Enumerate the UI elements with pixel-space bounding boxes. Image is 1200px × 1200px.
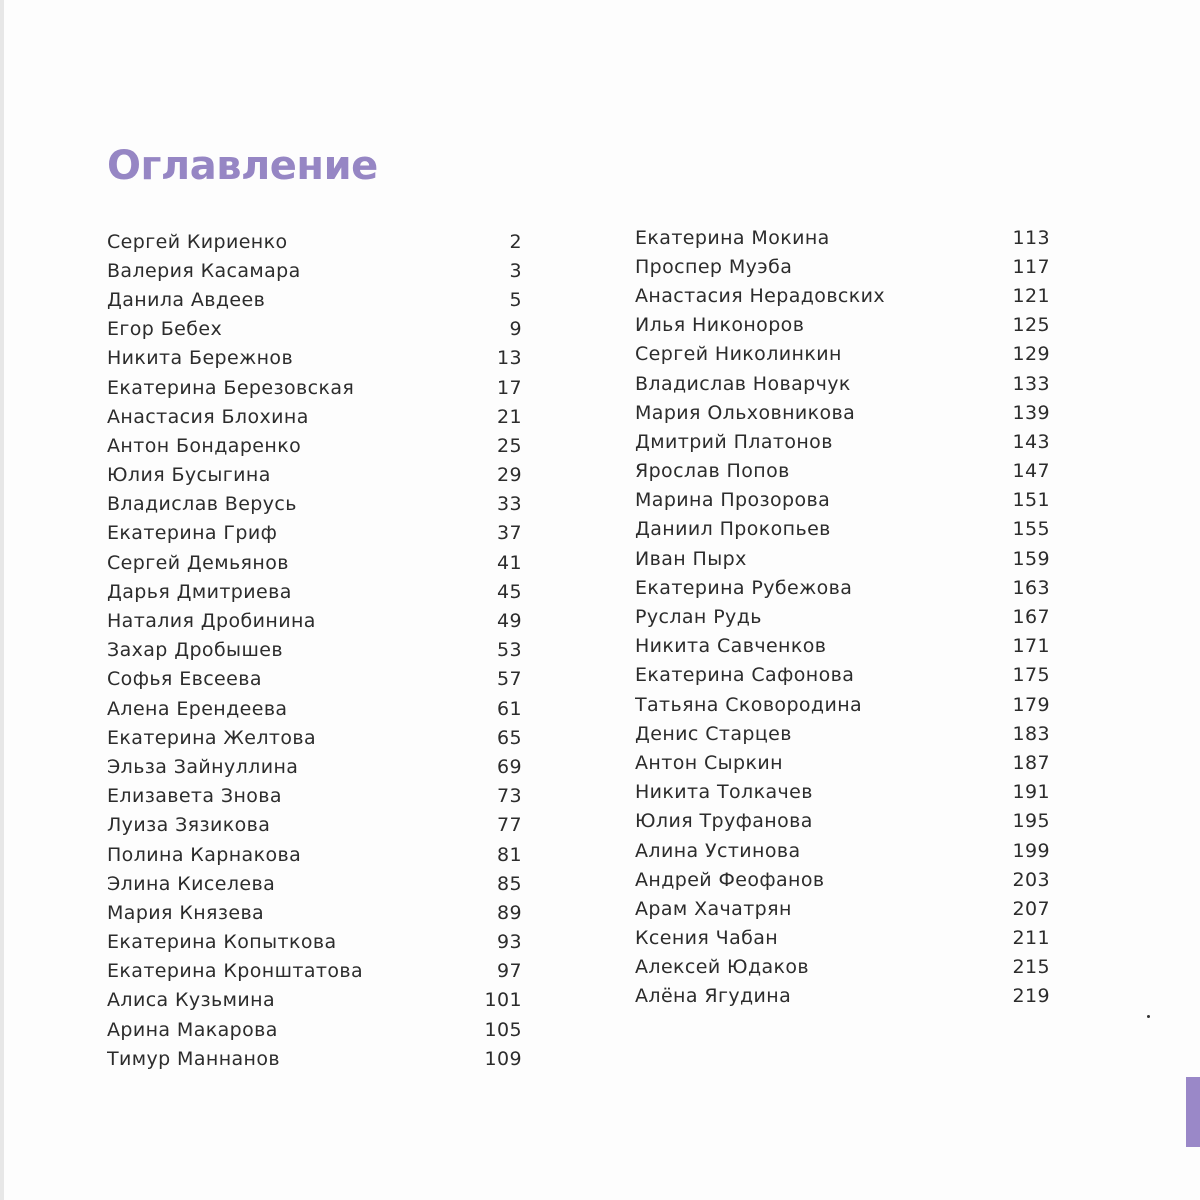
toc-entry-page-number: 211: [1012, 927, 1050, 950]
toc-entry: [107, 694, 522, 723]
toc-entry: [107, 1044, 522, 1073]
toc-entry: [635, 515, 1050, 544]
toc-entry: [635, 340, 1050, 369]
toc-entry-name: Илья Никоноров: [635, 314, 805, 337]
toc-entry-name: Татьяна Сковородина: [635, 693, 863, 716]
page-edge-tab: [1186, 1077, 1200, 1147]
toc-entry-page-number: 219: [1012, 985, 1050, 1008]
toc-entry-page-number: 171: [1012, 635, 1050, 658]
toc-entry-page-number: 147: [1012, 460, 1050, 483]
toc-entry-page-number: 187: [1012, 751, 1050, 774]
toc-entry: [107, 490, 522, 519]
toc-entry: [635, 953, 1050, 982]
toc-entry-name: Полина Карнакова: [107, 843, 302, 866]
toc-entry-name: Эльза Зайнуллина: [107, 755, 299, 778]
toc-entry: [107, 636, 522, 665]
toc-entry-page-number: 199: [1012, 839, 1050, 862]
toc-entry: [635, 778, 1050, 807]
toc-entry-page-number: 61: [497, 697, 522, 720]
toc-entry-page-number: 143: [1012, 430, 1050, 453]
toc-entry-page-number: 85: [497, 872, 522, 895]
toc-entry: [635, 894, 1050, 923]
toc-entry: [635, 836, 1050, 865]
toc-entry-name: Алексей Юдаков: [635, 956, 810, 979]
toc-entry-name: Екатерина Копыткова: [107, 931, 337, 954]
toc-entry-page-number: 159: [1012, 547, 1050, 570]
toc-entry-name: Проспер Муэба: [635, 255, 793, 278]
toc-entry: [107, 461, 522, 490]
toc-entry-name: Алина Устинова: [635, 839, 801, 862]
toc-entry: [635, 924, 1050, 953]
toc-entry-page-number: 65: [497, 726, 522, 749]
toc-entry: [107, 431, 522, 460]
toc-entry-name: Арам Хачатрян: [635, 897, 792, 920]
toc-entry-name: Даниил Прокопьев: [635, 518, 831, 541]
toc-entry-name: Наталия Дробинина: [107, 610, 316, 633]
toc-entry-page-number: 33: [497, 493, 522, 516]
toc-entry: [107, 373, 522, 402]
toc-entry-name: Денис Старцев: [635, 722, 792, 745]
toc-entry: [107, 723, 522, 752]
toc-entry: [635, 486, 1050, 515]
toc-entry-name: Мария Ольховникова: [635, 401, 856, 424]
toc-entry-page-number: 77: [497, 814, 522, 837]
toc-entry-page-number: 13: [497, 347, 522, 370]
toc-entry-name: Ксения Чабан: [635, 927, 779, 950]
toc-entry-page-number: 175: [1012, 664, 1050, 687]
toc-entry-name: Елизавета Знова: [107, 785, 282, 808]
toc-entry-page-number: 179: [1012, 693, 1050, 716]
toc-entry-page-number: 45: [497, 580, 522, 603]
toc-entry: [107, 782, 522, 811]
toc-entry: [107, 752, 522, 781]
toc-entry: [635, 632, 1050, 661]
toc-entry: [107, 898, 522, 927]
toc-entry-page-number: 37: [497, 522, 522, 545]
toc-entry-name: Егор Бебех: [107, 318, 223, 341]
toc-entry: [107, 344, 522, 373]
toc-entry-name: Алена Ерендеева: [107, 697, 288, 720]
toc-entry: [107, 957, 522, 986]
toc-entry-name: Луиза Зязикова: [107, 814, 271, 837]
toc-entry-name: Ярослав Попов: [635, 460, 790, 483]
toc-entry: [107, 519, 522, 548]
toc-entry-name: Юлия Бусыгина: [107, 464, 271, 487]
toc-entry: [635, 398, 1050, 427]
toc-entry: [107, 606, 522, 635]
toc-entry-name: Екатерина Рубежова: [635, 576, 853, 599]
toc-entry-page-number: 2: [509, 230, 522, 253]
toc-entry-name: Антон Сыркин: [635, 751, 783, 774]
toc-entry: [107, 1015, 522, 1044]
toc-entry-page-number: 81: [497, 843, 522, 866]
toc-entry: [107, 811, 522, 840]
toc-entry: [635, 573, 1050, 602]
toc-entry-name: Тимур Маннанов: [107, 1047, 281, 1070]
toc-entry-name: Владислав Новарчук: [635, 372, 851, 395]
toc-entry-page-number: 25: [497, 434, 522, 457]
toc-entry: [635, 369, 1050, 398]
toc-entry-page-number: 21: [497, 405, 522, 428]
toc-entry-page-number: 17: [497, 376, 522, 399]
toc-entry: [635, 719, 1050, 748]
toc-entry: [635, 661, 1050, 690]
toc-entry-name: Сергей Демьянов: [107, 551, 289, 574]
toc-entry: [635, 602, 1050, 631]
toc-entry-page-number: 73: [497, 785, 522, 808]
toc-entry-page-number: 117: [1012, 255, 1050, 278]
toc-entry-name: Никита Толкачев: [635, 781, 813, 804]
toc-entry-page-number: 191: [1012, 781, 1050, 804]
toc-entry-name: Алиса Кузьмина: [107, 989, 275, 1012]
toc-entry-page-number: 9: [509, 318, 522, 341]
toc-entry-page-number: 49: [497, 610, 522, 633]
toc-entry: [107, 256, 522, 285]
toc-entry-page-number: 163: [1012, 576, 1050, 599]
toc-column-right: [635, 223, 1050, 1011]
toc-entry: [107, 928, 522, 957]
toc-entry-page-number: 183: [1012, 722, 1050, 745]
toc-entry-page-number: 129: [1012, 343, 1050, 366]
toc-entry: [635, 544, 1050, 573]
toc-entry-page-number: 105: [484, 1018, 522, 1041]
toc-entry-page-number: 69: [497, 755, 522, 778]
toc-entry-name: Руслан Рудь: [635, 606, 762, 629]
toc-entry: [107, 548, 522, 577]
toc-entry-page-number: 113: [1012, 226, 1050, 249]
toc-entry-name: Алёна Ягудина: [635, 985, 792, 1008]
toc-entry-name: Екатерина Желтова: [107, 726, 317, 749]
toc-entry-page-number: 5: [509, 288, 522, 311]
toc-entry-page-number: 195: [1012, 810, 1050, 833]
toc-entry-name: Екатерина Кронштатова: [107, 960, 364, 983]
toc-entry: [107, 577, 522, 606]
print-speck: [1147, 1015, 1150, 1018]
toc-entry-page-number: 89: [497, 901, 522, 924]
toc-entry: [635, 311, 1050, 340]
toc-entry-page-number: 53: [497, 639, 522, 662]
page-title: Оглавление: [107, 143, 378, 189]
toc-entry-page-number: 139: [1012, 401, 1050, 424]
toc-entry: [635, 748, 1050, 777]
toc-entry-name: Антон Бондаренко: [107, 434, 302, 457]
toc-entry-name: Иван Пырх: [635, 547, 747, 570]
toc-entry-page-number: 203: [1012, 868, 1050, 891]
toc-entry-name: Екатерина Березовская: [107, 376, 355, 399]
toc-entry-name: Никита Савченков: [635, 635, 827, 658]
toc-entry-page-number: 41: [497, 551, 522, 574]
toc-entry: [107, 227, 522, 256]
toc-entry-name: Никита Бережнов: [107, 347, 294, 370]
toc-entry-page-number: 151: [1012, 489, 1050, 512]
toc-entry-name: Владислав Верусь: [107, 493, 297, 516]
toc-entry-page-number: 3: [509, 259, 522, 282]
toc-entry: [635, 281, 1050, 310]
toc-entry-page-number: 101: [484, 989, 522, 1012]
toc-entry: [635, 457, 1050, 486]
toc-entry-page-number: 109: [484, 1047, 522, 1070]
toc-entry-name: Дарья Дмитриева: [107, 580, 292, 603]
toc-entry-name: Мария Князева: [107, 901, 265, 924]
toc-entry-name: Марина Прозорова: [635, 489, 831, 512]
toc-column-left: [107, 227, 522, 1073]
toc-entry: [635, 982, 1050, 1011]
toc-entry-name: Данила Авдеев: [107, 288, 266, 311]
toc-entry-page-number: 125: [1012, 314, 1050, 337]
toc-entry-name: Сергей Кириенко: [107, 230, 288, 253]
toc-entry: [107, 869, 522, 898]
toc-entry-page-number: 133: [1012, 372, 1050, 395]
toc-entry-page-number: 29: [497, 464, 522, 487]
toc-entry: [635, 427, 1050, 456]
toc-entry-page-number: 121: [1012, 284, 1050, 307]
toc-entry-page-number: 57: [497, 668, 522, 691]
toc-entry-name: Валерия Касамара: [107, 259, 301, 282]
toc-entry-name: Анастасия Блохина: [107, 405, 309, 428]
toc-entry-name: Софья Евсеева: [107, 668, 262, 691]
toc-entry: [635, 690, 1050, 719]
toc-entry-name: Дмитрий Платонов: [635, 430, 833, 453]
toc-entry: [107, 986, 522, 1015]
toc-entry: [635, 807, 1050, 836]
toc-entry-page-number: 155: [1012, 518, 1050, 541]
toc-entry: [107, 665, 522, 694]
toc-entry-name: Арина Макарова: [107, 1018, 278, 1041]
toc-entry-page-number: 167: [1012, 606, 1050, 629]
toc-entry-page-number: 97: [497, 960, 522, 983]
toc-entry-name: Захар Дробышев: [107, 639, 283, 662]
toc-entry: [635, 865, 1050, 894]
toc-entry-page-number: 207: [1012, 897, 1050, 920]
toc-entry-name: Юлия Труфанова: [635, 810, 813, 833]
toc-entry: [635, 223, 1050, 252]
toc-entry-name: Сергей Николинкин: [635, 343, 842, 366]
toc-entry-name: Анастасия Нерадовских: [635, 284, 886, 307]
toc-entry: [107, 315, 522, 344]
toc-entry-name: Элина Киселева: [107, 872, 276, 895]
toc-entry-page-number: 215: [1012, 956, 1050, 979]
toc-entry: [635, 252, 1050, 281]
toc-entry: [107, 402, 522, 431]
toc-entry-name: Андрей Феофанов: [635, 868, 825, 891]
toc-entry-name: Екатерина Сафонова: [635, 664, 855, 687]
toc-entry-page-number: 93: [497, 931, 522, 954]
toc-entry-name: Екатерина Гриф: [107, 522, 278, 545]
toc-entry-name: Екатерина Мокина: [635, 226, 830, 249]
toc-entry: [107, 285, 522, 314]
page-edge-shadow: [0, 0, 4, 1200]
toc-entry: [107, 840, 522, 869]
